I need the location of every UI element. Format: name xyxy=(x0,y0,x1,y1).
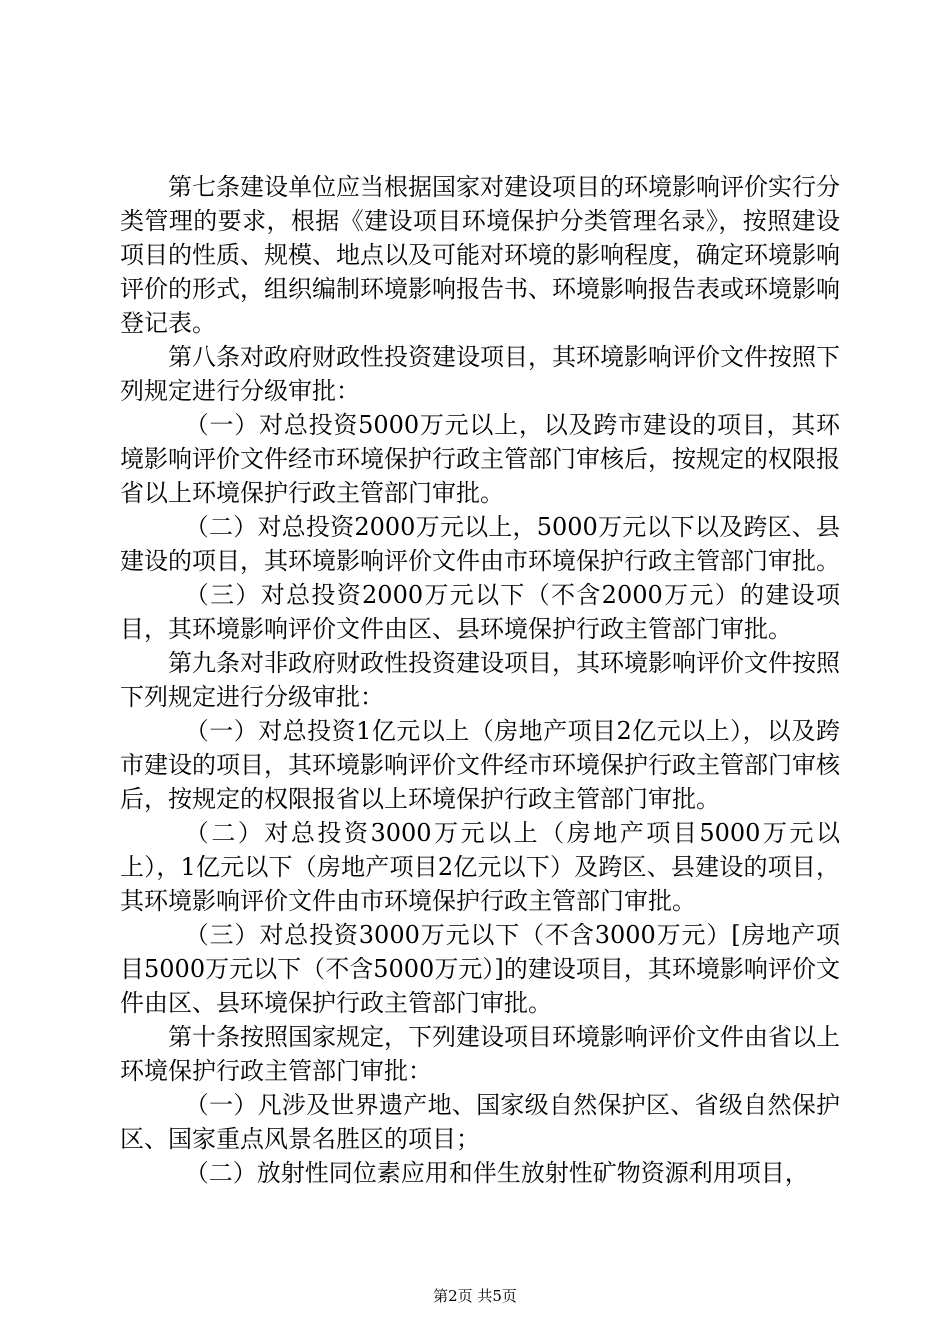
article-8-item-3: （三）对总投资2000万元以下（不含2000万元）的建设项目，其环境影响评价文件由区、县环境保护行政主管部门审批。 xyxy=(120,581,840,643)
article-8-item-2: （二）对总投资2000万元以上，5000万元以下以及跨区、县建设的项目，其环境影响评价文件由市环境保护行政主管部门审批。 xyxy=(120,513,840,575)
article-10-item-1: （一）凡涉及世界遗产地、国家级自然保护区、省级自然保护区、国家重点风景名胜区的项目； xyxy=(120,1091,840,1153)
article-7-paragraph: 第七条建设单位应当根据国家对建设项目的环境影响评价实行分类管理的要求，根据《建设项目环境保护分类管理名录》，按照建设项目的性质、规模、地点以及可能对环境的影响程度，确定环境影响评价的形式，组织编制环境影响报告书、环境影响报告表或环境影响登记表。 xyxy=(120,173,840,337)
article-9-item-3: （三）对总投资3000万元以下（不含3000万元）[房地产项目5000万元以下（不含5000万元）]的建设项目，其环境影响评价文件由区、县环境保护行政主管部门审批。 xyxy=(120,921,840,1017)
article-9-item-2: （二）对总投资3000万元以上（房地产项目5000万元以上），1亿元以下（房地产项目2亿元以下）及跨区、县建设的项目，其环境影响评价文件由市环境保护行政主管部门审批。 xyxy=(120,819,840,915)
article-9-item-1: （一）对总投资1亿元以上（房地产项目2亿元以上），以及跨市建设的项目，其环境影响评价文件经市环境保护行政主管部门审核后，按规定的权限报省以上环境保护行政主管部门审批。 xyxy=(120,717,840,813)
article-8-item-1: （一）对总投资5000万元以上，以及跨市建设的项目，其环境影响评价文件经市环境保护行政主管部门审核后，按规定的权限报省以上环境保护行政主管部门审批。 xyxy=(120,411,840,507)
article-9-paragraph: 第九条对非政府财政性投资建设项目，其环境影响评价文件按照下列规定进行分级审批： xyxy=(120,649,840,711)
document-body xyxy=(120,170,840,1190)
page-number-footer: 第2页 共5页 xyxy=(433,1287,517,1305)
article-10-item-2: （二）放射性同位素应用和伴生放射性矿物资源利用项目， xyxy=(184,1159,809,1187)
article-8-paragraph: 第八条对政府财政性投资建设项目，其环境影响评价文件按照下列规定进行分级审批： xyxy=(120,343,840,405)
article-10-paragraph: 第十条按照国家规定，下列建设项目环境影响评价文件由省以上环境保护行政主管部门审批： xyxy=(120,1023,840,1085)
